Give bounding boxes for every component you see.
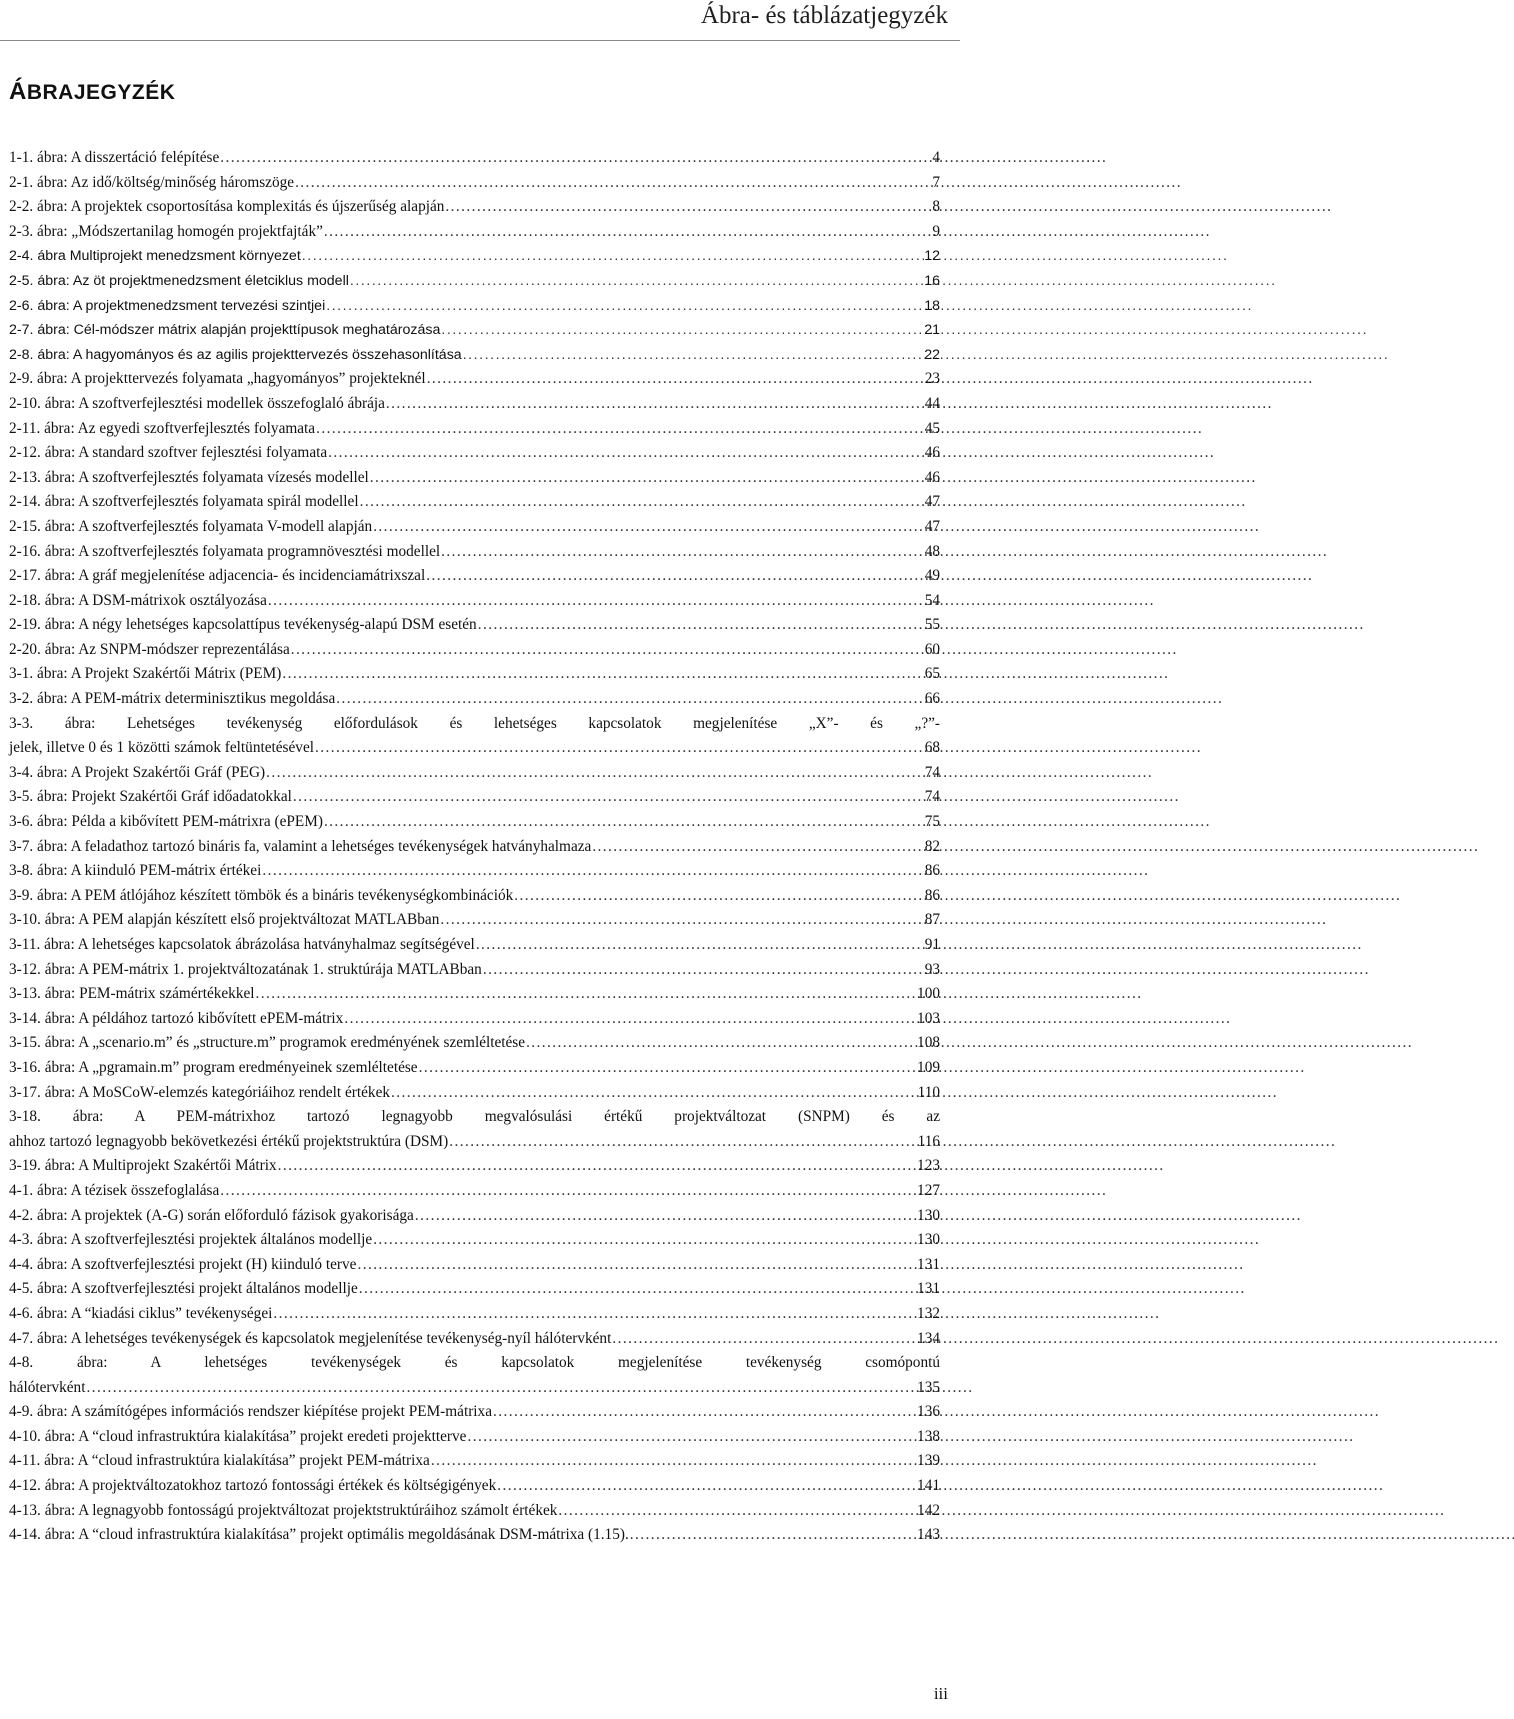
dot-leader — [558, 1499, 915, 1524]
toc-entry-text: 4-1. ábra: A tézisek összefoglalása — [9, 1181, 220, 1199]
toc-entry[interactable] — [9, 761, 940, 786]
toc-entry-row — [9, 146, 940, 171]
toc-entry-row — [9, 1449, 940, 1474]
toc-entry-text: 3-11. ábra: A lehetséges kapcsolatok ábrázolása hatványhalmaz segítségével — [9, 936, 475, 953]
toc-entry-text: 2-20. ábra: Az SNPM-módszer reprezentálása — [9, 640, 290, 658]
toc-entry-text: 4-3. ábra: A szoftverfejlesztési projektek általános modellje — [9, 1231, 373, 1249]
toc-entry[interactable] — [9, 1081, 940, 1106]
dot-leader — [350, 269, 922, 294]
toc-entry-row — [9, 1277, 940, 1302]
toc-entry[interactable] — [9, 318, 940, 343]
toc-entry-text: 2-13. ábra: A szoftverfejlesztés folyamata vízesés modellel — [9, 468, 369, 486]
toc-entry[interactable] — [9, 1302, 940, 1327]
toc-entry-row — [9, 908, 940, 933]
toc-entry[interactable] — [9, 1031, 940, 1056]
dot-leader — [282, 662, 922, 687]
dot-leader — [326, 294, 922, 319]
toc-entry-text: 3-1. ábra: A Projekt Szakértői Mátrix (PEM) — [9, 665, 282, 683]
toc-entry[interactable] — [9, 638, 940, 663]
dot-leader — [302, 244, 922, 269]
dot-leader — [426, 564, 922, 589]
toc-entry[interactable] — [9, 466, 940, 491]
heading-rest: BRAJEGYZÉK — [26, 81, 176, 104]
dot-leader — [478, 613, 923, 638]
toc-entry-row — [9, 810, 940, 835]
toc-entry-text: 3-19. ábra: A Multiprojekt Szakértői Mátrix — [9, 1157, 277, 1175]
dot-leader — [630, 1523, 915, 1548]
toc-entry-text: 3-2. ábra: A PEM-mátrix determinisztikus megoldása — [9, 690, 336, 708]
toc-entry-text: 2-2. ábra: A projektek csoportosítása komplexitás és újszerűség alapján — [9, 198, 445, 216]
toc-entry-page: 110 — [917, 1083, 940, 1101]
toc-entry-row — [9, 392, 940, 417]
dot-leader — [220, 146, 930, 171]
toc-entry-text: 3-17. ábra: A MoSCoW-elemzés kategóriáihoz rendelt értékek — [9, 1083, 391, 1101]
toc-entry-row — [9, 884, 940, 909]
toc-entry-page: 23 — [924, 370, 940, 388]
toc-entry-row — [9, 1130, 940, 1155]
dot-leader — [440, 908, 922, 933]
toc-entry[interactable] — [9, 687, 940, 712]
toc-entry-text: 4-12. ábra: A projektváltozatokhoz tartozó fontossági értékek és költségigények — [9, 1477, 497, 1495]
toc-entry[interactable] — [9, 958, 940, 983]
toc-entry-page: 91 — [924, 936, 940, 953]
toc-entry[interactable] — [9, 1179, 940, 1204]
toc-entry[interactable] — [9, 392, 940, 417]
toc-entry-text: 2-4. ábra Multiprojekt menedzsment környezet — [9, 248, 301, 265]
toc-entry-page: 4 — [932, 149, 940, 166]
toc-entry-row — [9, 761, 940, 786]
toc-entry[interactable] — [9, 884, 940, 909]
dot-leader — [324, 810, 923, 835]
dot-leader — [441, 318, 922, 343]
toc-entry-text: 2-11. ábra: Az egyedi szoftverfejlesztés folyamata — [9, 419, 316, 437]
dot-leader — [463, 343, 923, 368]
toc-entry-row — [9, 1081, 940, 1106]
toc-entry-page: 47 — [924, 493, 940, 511]
toc-entry-row — [9, 1154, 940, 1179]
toc-entry-text: 3-8. ábra: A kiinduló PEM-mátrix értékei — [9, 862, 262, 880]
toc-entry-text: 4-9. ábra: A számítógépes információs rendszer kiépítése projekt PEM-mátrixa — [9, 1403, 492, 1421]
dot-leader — [441, 540, 923, 565]
toc-entry[interactable] — [9, 244, 940, 269]
toc-entry[interactable] — [9, 417, 940, 442]
dot-leader — [445, 195, 930, 220]
toc-entry-page: 86 — [924, 862, 940, 880]
toc-entry-text: 2-18. ábra: A DSM-mátrixok osztályozása — [9, 591, 267, 609]
toc-entry-text: 2-9. ábra: A projekttervezés folyamata „hagyományos” projekteknél — [9, 370, 426, 388]
toc-entry[interactable] — [9, 515, 940, 540]
toc-entry[interactable] — [9, 1007, 940, 1032]
toc-entry-row — [9, 171, 940, 196]
toc-entry[interactable] — [9, 343, 940, 368]
toc-entry-text: 2-17. ábra: A gráf megjelenítése adjacencia- és incidenciamátrixszal — [9, 567, 426, 585]
dot-leader — [373, 1228, 915, 1253]
toc-entry-row — [9, 613, 940, 638]
toc-entry-text: 4-5. ábra: A szoftverfejlesztési projekt általános modellje — [9, 1280, 358, 1298]
toc-entry[interactable] — [9, 810, 940, 835]
toc-entry[interactable] — [9, 1228, 940, 1253]
toc-entry-text: 4-6. ábra: A “kiadási ciklus” tevékenységei — [9, 1304, 273, 1322]
toc-entry-page: 132 — [917, 1304, 940, 1322]
dot-leader — [266, 761, 923, 786]
toc-entry-page: 109 — [917, 1058, 940, 1076]
toc-entry-row — [9, 859, 940, 884]
dot-leader — [497, 1474, 915, 1499]
toc-entry-page: 127 — [917, 1181, 940, 1199]
toc-entry-row — [9, 982, 940, 1007]
toc-entry[interactable] — [9, 589, 940, 614]
toc-entry-page: 12 — [924, 248, 940, 265]
dot-leader — [86, 1376, 915, 1401]
toc-entry-text: 2-8. ábra: A hagyományos és az agilis projekttervezés összehasonlítása — [9, 346, 462, 363]
toc-entry-text: 3-5. ábra: Projekt Szakértői Gráf időadatokkal — [9, 788, 292, 806]
dot-leader — [268, 589, 923, 614]
toc-entry-page: 46 — [924, 444, 940, 462]
toc-entry-page: 74 — [924, 788, 940, 806]
toc-entry-page: 21 — [924, 322, 940, 339]
dot-leader — [278, 1154, 915, 1179]
toc-entry-page: 45 — [924, 419, 940, 437]
header-divider — [0, 40, 960, 41]
toc-entry-text: 4-7. ábra: A lehetséges tevékenységek és kapcsolatok megjelenítése tevékenység-nyíl hálótervként — [9, 1329, 612, 1347]
toc-entry[interactable] — [9, 859, 940, 884]
running-header: Ábra- és táblázatjegyzék — [700, 2, 948, 29]
toc-entry-text: 2-16. ábra: A szoftverfejlesztés folyamata programnövesztési modellel — [9, 542, 441, 560]
dot-leader — [526, 1031, 915, 1056]
toc-entry-page: 116 — [917, 1132, 940, 1150]
toc-entry[interactable] — [9, 1204, 940, 1229]
toc-entry-row — [9, 1523, 940, 1548]
dot-leader — [612, 1327, 915, 1352]
figure-list — [9, 146, 940, 1548]
dot-leader — [220, 1179, 915, 1204]
toc-entry-text: 3-9. ábra: A PEM átlójához készített tömbök és a bináris tevékenységkombinációk — [9, 886, 514, 904]
toc-entry-row — [9, 1425, 940, 1450]
toc-entry-text: 2-14. ábra: A szoftverfejlesztés folyamata spirál modellel — [9, 493, 359, 511]
toc-entry-page: 65 — [924, 665, 940, 683]
toc-entry[interactable] — [9, 146, 940, 171]
toc-entry[interactable] — [9, 1400, 940, 1425]
toc-entry[interactable] — [9, 294, 940, 319]
dot-leader — [293, 785, 923, 810]
toc-entry-page: 8 — [932, 198, 940, 216]
toc-entry-text-line1: 3-3. ábra: Lehetséges tevékenység előfordulások és lehetséges kapcsolatok megjelenítése „X”- és „?”- — [9, 714, 940, 732]
dot-leader — [419, 1056, 915, 1081]
toc-entry[interactable] — [9, 564, 940, 589]
toc-entry-row — [9, 540, 940, 565]
dot-leader — [427, 367, 923, 392]
dot-leader — [467, 1425, 915, 1450]
toc-entry-page: 49 — [924, 567, 940, 585]
dot-leader — [431, 1449, 915, 1474]
toc-entry[interactable] — [9, 195, 940, 220]
toc-entry[interactable] — [9, 269, 940, 294]
dot-leader — [514, 884, 922, 909]
toc-entry-text: 4-2. ábra: A projektek (A-G) során előforduló fázisok gyakorisága — [9, 1206, 414, 1224]
toc-entry-text: 3-16. ábra: A „pgramain.m” program eredményeinek szemléltetése — [9, 1058, 418, 1076]
toc-entry-row — [9, 1499, 940, 1524]
toc-entry-row — [9, 515, 940, 540]
toc-entry-text: 4-10. ábra: A “cloud infrastruktúra kialakítása” projekt eredeti projektterve — [9, 1427, 467, 1445]
toc-entry-page: 136 — [917, 1403, 940, 1421]
toc-entry[interactable] — [9, 1523, 940, 1548]
dot-leader — [592, 835, 922, 860]
toc-entry-row — [9, 933, 940, 958]
toc-entry-page: 55 — [924, 616, 940, 634]
toc-entry-text: jelek, illetve 0 és 1 közötti számok feltüntetésével — [9, 739, 314, 757]
toc-entry-row — [9, 220, 940, 245]
toc-entry-text: 2-3. ábra: „Módszertanilag homogén projektfajták” — [9, 222, 323, 240]
toc-entry-text: 4-13. ábra: A legnagyobb fontosságú projektváltozat projektstruktúráihoz számolt értékek — [9, 1501, 558, 1519]
dot-leader — [360, 490, 923, 515]
toc-entry-text: 2-10. ábra: A szoftverfejlesztési modellek összefoglaló ábrája — [9, 394, 385, 412]
toc-entry-page: 100 — [917, 985, 940, 1003]
dot-leader — [273, 1302, 915, 1327]
toc-entry[interactable] — [9, 835, 940, 860]
toc-entry[interactable] — [9, 1056, 940, 1081]
toc-entry-row — [9, 1204, 940, 1229]
toc-entry-row — [9, 736, 940, 761]
toc-entry-text: 4-4. ábra: A szoftverfejlesztési projekt (H) kiinduló terve — [9, 1255, 357, 1273]
toc-entry-row — [9, 294, 940, 319]
heading-initial: Á — [9, 78, 27, 105]
toc-entry-page: 68 — [924, 739, 940, 757]
toc-entry-row — [9, 367, 940, 392]
toc-entry-text: 3-10. ábra: A PEM alapján készített első projektváltozat MATLABban — [9, 911, 440, 929]
toc-entry-page: 134 — [917, 1329, 940, 1347]
toc-entry-text: 3-15. ábra: A „scenario.m” és „structure.m” programok eredményének szemléltetése — [9, 1034, 526, 1052]
toc-entry-row — [9, 244, 940, 269]
dot-leader — [415, 1204, 915, 1229]
toc-entry[interactable] — [9, 367, 940, 392]
toc-entry[interactable] — [9, 613, 940, 638]
dot-leader — [324, 220, 930, 245]
dot-leader — [262, 859, 922, 884]
toc-entry[interactable] — [9, 1474, 940, 1499]
dot-leader — [328, 441, 923, 466]
toc-entry-text-line1: 4-8. ábra: A lehetséges tevékenységek és kapcsolatok megjelenítése tevékenység csomópontú — [9, 1354, 940, 1372]
toc-entry-page: 54 — [924, 591, 940, 609]
toc-entry[interactable] — [9, 1154, 940, 1179]
toc-entry[interactable] — [9, 662, 940, 687]
toc-entry-text-line1: 3-18. ábra: A PEM-mátrixhoz tartozó legnagyobb megvalósulási értékű projektváltozat (SNPM) és az — [9, 1108, 940, 1126]
toc-entry[interactable] — [9, 1105, 940, 1154]
toc-entry-row — [9, 466, 940, 491]
dot-leader — [449, 1130, 915, 1155]
toc-entry-page: 138 — [917, 1427, 940, 1445]
toc-entry-page: 7 — [932, 173, 940, 191]
toc-entry-row — [9, 958, 940, 983]
toc-entry-page: 9 — [932, 222, 940, 240]
dot-leader — [386, 392, 923, 417]
toc-entry[interactable] — [9, 1277, 940, 1302]
toc-entry-page: 141 — [917, 1477, 940, 1495]
toc-entry-page: 22 — [924, 346, 940, 363]
toc-entry-row — [9, 1228, 940, 1253]
toc-entry-row — [9, 785, 940, 810]
toc-entry[interactable] — [9, 1351, 940, 1400]
toc-entry-page: 123 — [917, 1157, 940, 1175]
toc-entry-page: 135 — [917, 1378, 940, 1396]
toc-entry-row — [9, 1474, 940, 1499]
toc-entry-row — [9, 1376, 940, 1401]
dot-leader — [370, 466, 923, 491]
toc-entry-row — [9, 1007, 940, 1032]
toc-entry-page: 74 — [924, 763, 940, 781]
toc-entry-row — [9, 417, 940, 442]
dot-leader — [493, 1400, 915, 1425]
dot-leader — [316, 417, 923, 442]
toc-entry-text: 2-7. ábra: Cél-módszer mátrix alapján projekttípusok meghatározása — [9, 322, 441, 339]
toc-entry[interactable] — [9, 712, 940, 761]
toc-entry-text: 3-6. ábra: Példa a kibővített PEM-mátrixra (ePEM) — [9, 813, 323, 831]
toc-entry-text: 3-14. ábra: A példához tartozó kibővített ePEM-mátrix — [9, 1009, 344, 1027]
toc-entry-text: 2-6. ábra: A projektmenedzsment tervezési szintjei — [9, 297, 326, 314]
dot-leader — [336, 687, 922, 712]
toc-entry-row — [9, 835, 940, 860]
toc-entry-page: 48 — [924, 542, 940, 560]
toc-entry-row — [9, 269, 940, 294]
toc-entry-row — [9, 1400, 940, 1425]
toc-entry[interactable] — [9, 490, 940, 515]
toc-entry-text: 4-14. ábra: A “cloud infrastruktúra kialakítása” projekt optimális megoldásának DSM-mátrixa (1.15). — [9, 1526, 629, 1544]
toc-entry-text: 3-7. ábra: A feladathoz tartozó bináris fa, valamint a lehetséges tevékenységek hatványhalmaza — [9, 837, 592, 855]
toc-entry-text: 3-12. ábra: A PEM-mátrix 1. projektváltozatának 1. struktúrája MATLABban — [9, 960, 482, 978]
toc-entry[interactable] — [9, 982, 940, 1007]
toc-entry-page: 108 — [917, 1034, 940, 1052]
toc-entry-page: 47 — [924, 517, 940, 535]
toc-entry-row — [9, 1327, 940, 1352]
toc-entry-page: 130 — [917, 1206, 940, 1224]
toc-entry-page: 131 — [917, 1280, 940, 1298]
toc-entry-page: 75 — [924, 813, 940, 831]
toc-entry-page: 93 — [924, 960, 940, 978]
toc-entry-row — [9, 1302, 940, 1327]
toc-entry[interactable] — [9, 171, 940, 196]
toc-entry-page: 46 — [924, 468, 940, 486]
toc-entry-page: 60 — [924, 640, 940, 658]
dot-leader — [391, 1081, 916, 1106]
page-number: iii — [933, 1684, 948, 1703]
toc-entry[interactable] — [9, 933, 940, 958]
toc-entry-page: 139 — [917, 1452, 940, 1470]
dot-leader — [357, 1253, 915, 1278]
toc-entry-text: hálótervként — [9, 1378, 86, 1396]
toc-entry[interactable] — [9, 1253, 940, 1278]
toc-entry-row — [9, 589, 940, 614]
dot-leader — [295, 171, 930, 196]
dot-leader — [291, 638, 923, 663]
toc-entry-row — [9, 1253, 940, 1278]
toc-entry-row — [9, 441, 940, 466]
toc-entry-page: 142 — [917, 1501, 940, 1519]
toc-entry[interactable] — [9, 1449, 940, 1474]
toc-entry-page: 44 — [924, 394, 940, 412]
section-heading — [9, 78, 175, 106]
toc-entry-text: 2-12. ábra: A standard szoftver fejlesztési folyamata — [9, 444, 328, 462]
toc-entry-row — [9, 687, 940, 712]
toc-entry-row — [9, 1056, 940, 1081]
toc-entry-text: 2-1. ábra: Az idő/költség/minőség háromszöge — [9, 173, 295, 191]
dot-leader — [373, 515, 923, 540]
toc-entry-page: 86 — [924, 886, 940, 904]
dot-leader — [344, 1007, 915, 1032]
toc-entry-row — [9, 1031, 940, 1056]
toc-entry-page: 16 — [924, 272, 940, 289]
toc-entry-page: 131 — [917, 1255, 940, 1273]
toc-entry-text: 3-4. ábra: A Projekt Szakértői Gráf (PEG) — [9, 763, 266, 781]
toc-entry-text: ahhoz tartozó legnagyobb bekövetkezési értékű projektstruktúra (DSM) — [9, 1132, 449, 1150]
dot-leader — [476, 933, 923, 958]
toc-entry-text: 1-1. ábra: A disszertáció felépítése — [9, 149, 220, 166]
dot-leader — [256, 982, 916, 1007]
dot-leader — [359, 1277, 915, 1302]
toc-entry-page: 87 — [924, 911, 940, 929]
toc-entry-row — [9, 490, 940, 515]
toc-entry[interactable] — [9, 441, 940, 466]
toc-entry[interactable] — [9, 1327, 940, 1352]
toc-entry[interactable] — [9, 908, 940, 933]
toc-entry-text: 2-15. ábra: A szoftverfejlesztés folyamata V-modell alapján — [9, 517, 373, 535]
dot-leader — [483, 958, 923, 983]
toc-entry-row — [9, 1179, 940, 1204]
toc-entry-text: 2-5. ábra: Az öt projektmenedzsment életciklus modell — [9, 272, 349, 289]
toc-entry-text: 4-11. ábra: A “cloud infrastruktúra kialakítása” projekt PEM-mátrixa — [9, 1452, 430, 1470]
toc-entry-row — [9, 564, 940, 589]
dot-leader — [315, 736, 923, 761]
toc-entry[interactable] — [9, 1499, 940, 1524]
toc-entry-text: 2-19. ábra: A négy lehetséges kapcsolattípus tevékenység-alapú DSM esetén — [9, 616, 477, 634]
toc-entry-page: 130 — [917, 1231, 940, 1249]
toc-entry-row — [9, 195, 940, 220]
toc-entry[interactable] — [9, 220, 940, 245]
toc-entry-page: 66 — [924, 690, 940, 708]
toc-entry-row — [9, 318, 940, 343]
toc-entry[interactable] — [9, 540, 940, 565]
toc-entry-page: 18 — [924, 297, 940, 314]
toc-entry-page: 103 — [917, 1009, 940, 1027]
toc-entry-row — [9, 638, 940, 663]
toc-entry-page: 82 — [924, 837, 940, 855]
toc-entry[interactable] — [9, 1425, 940, 1450]
toc-entry-row — [9, 343, 940, 368]
toc-entry[interactable] — [9, 785, 940, 810]
toc-entry-text: 3-13. ábra: PEM-mátrix számértékekkel — [9, 985, 255, 1003]
toc-entry-row — [9, 662, 940, 687]
toc-entry-page: 143 — [917, 1526, 940, 1544]
